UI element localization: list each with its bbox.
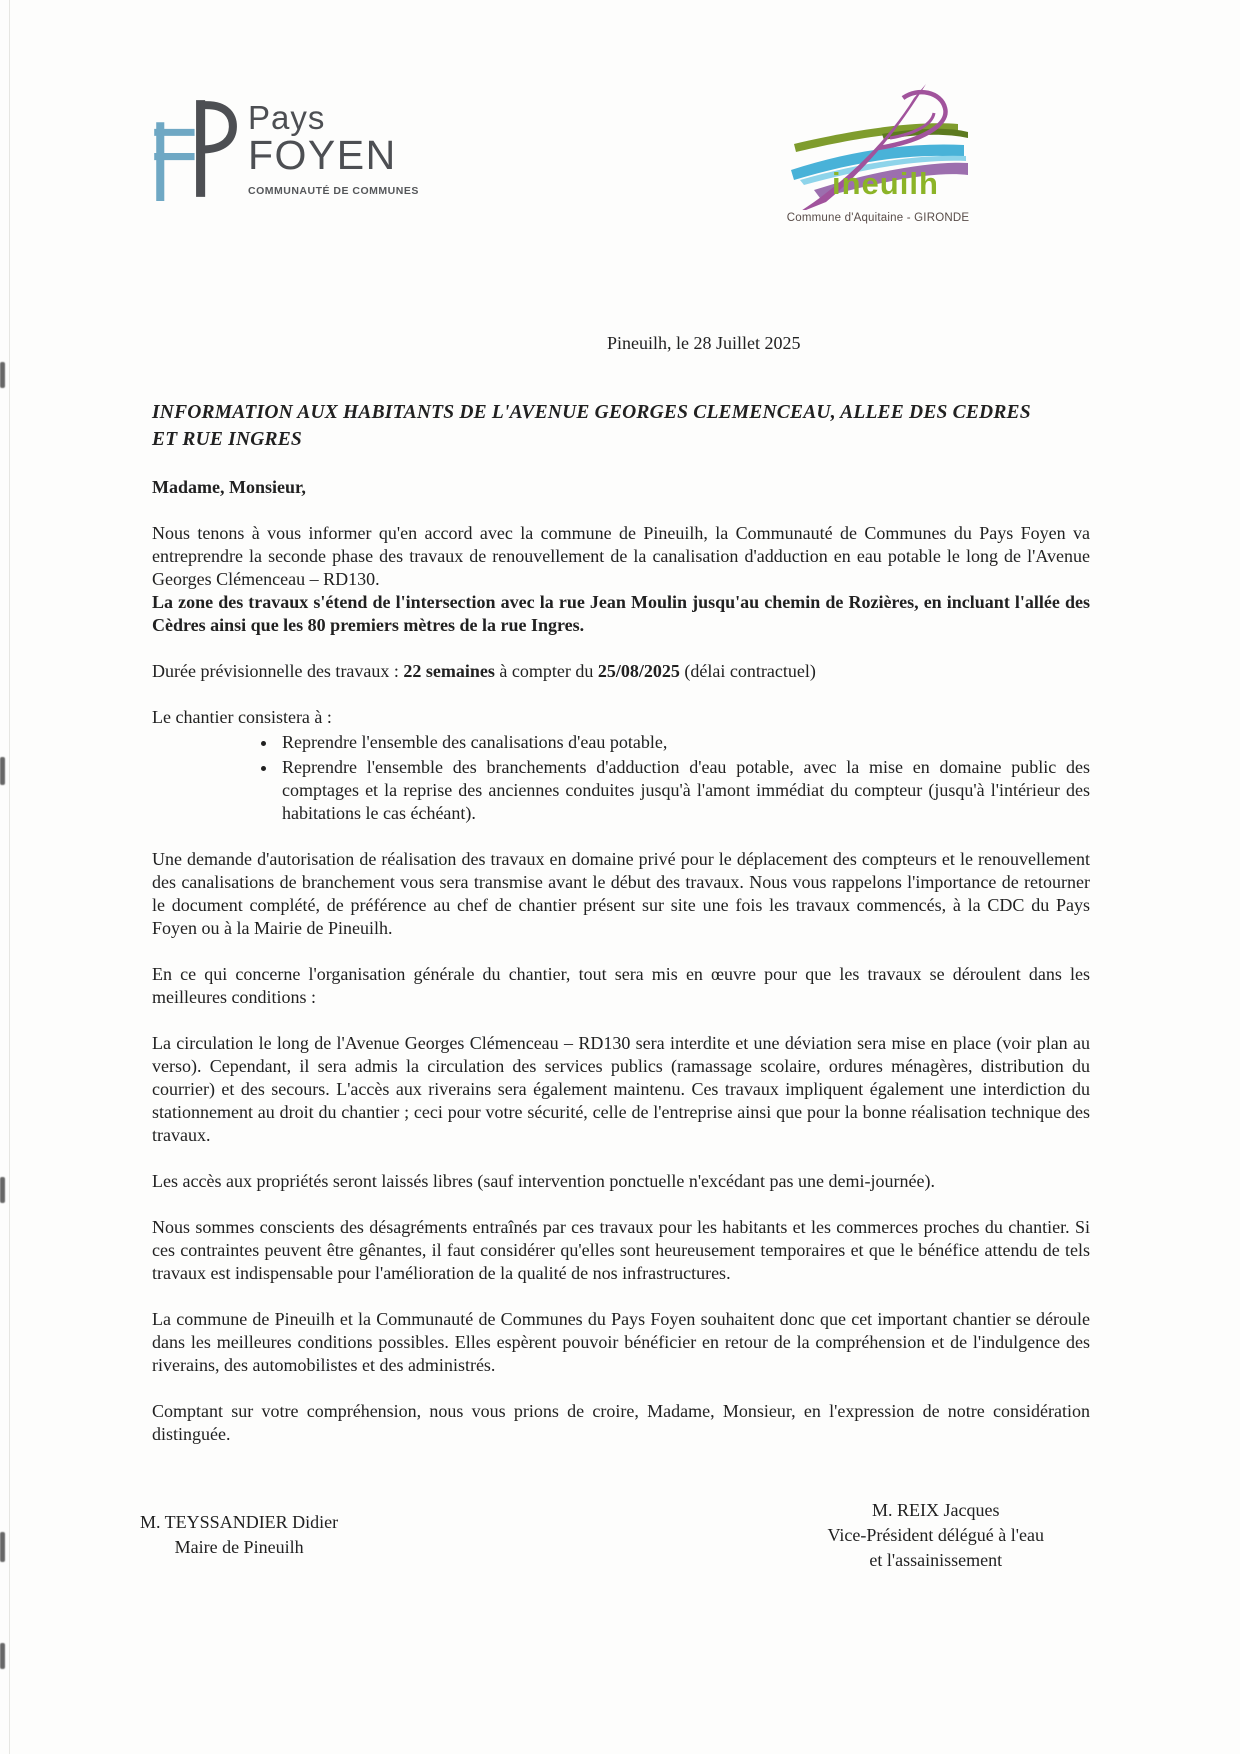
- paragraph-organization: En ce qui concerne l'organisation générale du chantier, tout sera mis en œuvre pour que les travaux se déroulent dans les meilleures conditions :: [152, 964, 1090, 1007]
- pays-foyen-name-top: Pays: [248, 99, 326, 136]
- letter-content: [140, 332, 1090, 1573]
- pays-foyen-monogram-icon: [138, 92, 238, 208]
- scan-mark: [0, 757, 5, 785]
- paragraph-authorization: Une demande d'autorisation de réalisation des travaux en domaine privé pour le déplacement des compteurs et le renouvellement des canalisations de branchement vous sera transmise avant le début des travaux. Nous vous rappelons l'importance de retourner le document complété, de préférence au chef de chantier présent sur site une fois les travaux commencés, à la CDC du Pays Foyen ou à la Mairie de Pineuilh.: [152, 849, 1090, 938]
- pineuilh-logo: [786, 82, 970, 224]
- paragraph-intro: Nous tenons à vous informer qu'en accord avec la commune de Pineuilh, la Communauté de Communes du Pays Foyen va entreprendre la seconde phase des travaux de renouvellement de la canalisation d'adduction en eau potable le long de l'Avenue Georges Clémenceau – RD130.: [152, 523, 1090, 589]
- paragraph-municipality-wish: La commune de Pineuilh et la Communauté de Communes du Pays Foyen souhaitent donc que cet important chantier se déroule dans les meilleures conditions possibles. Elles espèrent pouvoir bénéficier en retour de la compréhension et de l'indulgence des riverains, des automobilistes et des administrés.: [152, 1309, 1090, 1375]
- dateline: Pineuilh, le 28 Juillet 2025: [607, 333, 801, 353]
- pays-foyen-logo: [138, 92, 419, 208]
- scan-mark: [0, 1532, 5, 1562]
- list-item: • Reprendre l'ensemble des branchements d'adduction d'eau potable, avec la mise en domaine public des comptages et la reprise des anciennes conduites jusqu'à l'amont immédiat du compteur (jusqu'à l'intérieur des habitations le cas échéant).: [278, 756, 1090, 825]
- scan-mark: [0, 1177, 5, 1203]
- scan-mark: [0, 1643, 5, 1669]
- letter-title: [152, 399, 1090, 453]
- pineuilh-logo-caption: Commune d'Aquitaine - GIRONDE: [786, 212, 970, 224]
- salutation: Madame, Monsieur,: [152, 477, 306, 497]
- signature-vice-president: [827, 1498, 1044, 1573]
- pineuilh-logo-art: [786, 82, 970, 210]
- signature-mayor-title: Maire de Pineuilh: [174, 1537, 304, 1557]
- scan-edge-line: [9, 0, 10, 1754]
- signature-block: [140, 1498, 1090, 1573]
- paragraph-worksite-intro: Le chantier consistera à :: [152, 707, 332, 727]
- signature-vp-title-line1: Vice-Président délégué à l'eau: [827, 1525, 1044, 1545]
- paragraph-property-access: Les accès aux propriétés seront laissés libres (sauf intervention ponctuelle n'excédant pas une demi-journée).: [152, 1171, 935, 1191]
- letter-title-line1: INFORMATION AUX HABITANTS DE L'AVENUE GEORGES CLEMENCEAU, ALLEE DES CEDRES: [152, 402, 1031, 423]
- scan-mark: [0, 362, 5, 388]
- paragraph-inconvenience: Nous sommes conscients des désagréments entraînés par ces travaux pour les habitants et les commerces proches du chantier. Si ces contraintes peuvent être gênantes, il faut considérer qu'elles sont heureusement temporaires et que le bénéfice attendu de tels travaux est indispensable pour l'amélioration de la qualité de nos infrastructures.: [152, 1217, 1090, 1283]
- pineuilh-logo-wordmark: ineuilh: [832, 166, 939, 201]
- pays-foyen-logo-text: [248, 92, 419, 197]
- paragraph-duration: Durée prévisionnelle des travaux : 22 semaines à compter du 25/08/2025 (délai contractuel): [152, 661, 816, 681]
- signature-mayor-name: M. TEYSSANDIER Didier: [140, 1512, 339, 1532]
- paragraph-closing: Comptant sur votre compréhension, nous vous prions de croire, Madame, Monsieur, en l'expression de notre considération distinguée.: [152, 1401, 1090, 1444]
- worksite-task-list: [152, 731, 1090, 825]
- signature-vp-name: M. REIX Jacques: [871, 1500, 1000, 1520]
- paragraph-traffic: La circulation le long de l'Avenue Georges Clémenceau – RD130 sera interdite et une déviation sera mise en place (voir plan au verso). Cependant, il sera admis la circulation des services publics (ramassage scolaire, ordures ménagères, distribution du courrier) et des secours. L'accès aux riverains sera également maintenu. Ces travaux impliquent également une interdiction du stationnement au droit du chantier ; ceci pour votre sécurité, celle de l'entreprise ainsi que pour la bonne réalisation technique des travaux.: [152, 1033, 1090, 1145]
- pays-foyen-subtitle: COMMUNAUTÉ DE COMMUNES: [248, 185, 419, 197]
- list-item: • Reprendre l'ensemble des canalisations d'eau potable,: [278, 731, 1090, 754]
- signature-vp-title-line2: et l'assainissement: [869, 1550, 1003, 1570]
- pays-foyen-name-bottom: FOYEN: [248, 132, 397, 178]
- letter-title-line2: ET RUE INGRES: [152, 429, 302, 450]
- paragraph-work-zone: La zone des travaux s'étend de l'intersection avec la rue Jean Moulin jusqu'au chemin de Rozières, en incluant l'allée des Cèdres ainsi que les 80 premiers mètres de la rue Ingres.: [152, 592, 1090, 635]
- signature-mayor: [140, 1498, 338, 1573]
